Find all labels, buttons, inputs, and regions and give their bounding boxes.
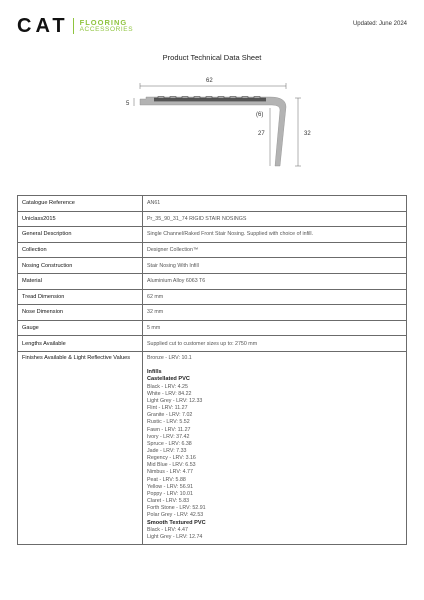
spec-value: 5 mm (143, 320, 407, 336)
finish-item: Yellow - LRV: 56.91 (147, 483, 194, 490)
finish-item: Forth Stone - LRV: 52.91 (147, 505, 206, 512)
finish-heading: Infills (147, 369, 162, 376)
finish-item: Mid Blue - LRV: 6.53 (147, 462, 196, 469)
page-title: Product Technical Data Sheet (162, 53, 262, 62)
finish-item: Fawn - LRV: 11.27 (147, 426, 191, 433)
spec-value: AN61 (143, 196, 407, 212)
finish-item: Light Grey - LRV: 12.74 (147, 533, 203, 540)
spec-key: Nosing Construction (18, 258, 143, 274)
finish-heading: Smooth Textured PVC (147, 519, 206, 526)
spec-key: Gauge (18, 320, 143, 336)
page-header (0, 0, 424, 48)
spec-value: Stair Nosing With Infill (143, 258, 407, 274)
spec-key: Catalogue Reference (18, 196, 143, 212)
logo-divider (73, 18, 74, 34)
spec-key: Lengths Available (18, 336, 143, 352)
dim-width-label: 62 (206, 78, 213, 84)
finish-item: Regency - LRV: 3.16 (147, 455, 196, 462)
finish-item: Light Grey - LRV: 12.33 (147, 397, 203, 404)
finish-heading: Castellated PVC (147, 376, 190, 383)
dim-radius-label: (6) (256, 112, 264, 118)
brand-logo (17, 16, 133, 36)
spec-row (18, 258, 407, 274)
spec-value: Aluminium Alloy 6063 T6 (143, 273, 407, 289)
logo-subtitle (80, 19, 134, 33)
spec-row (18, 336, 407, 352)
spec-row (18, 242, 407, 258)
finish-item: Claret - LRV: 5.83 (147, 498, 190, 505)
logo-sub-line-2: ACCESSORIES (79, 26, 134, 33)
logo-wordmark: CAT (17, 15, 69, 37)
spec-value: Supplied cut to customer sizes up to: 2750 mm (143, 336, 407, 352)
spec-value: Pr_35_90_31_74 RIGID STAIR NOSINGS (143, 211, 407, 227)
spec-key: Collection (18, 242, 143, 258)
spec-row (18, 289, 407, 305)
dim-thickness-label: 5 (126, 101, 130, 107)
spec-value: Single Channel/Raked Front Stair Nosing. Supplied with choice of infill. (143, 227, 407, 243)
dim-leg-outer-label: 32 (304, 131, 311, 137)
logo-sub-line-1: FLOORING (79, 18, 128, 27)
spec-key: Nose Dimension (18, 305, 143, 321)
outer-leg-dimension (295, 98, 311, 166)
spec-table (17, 195, 407, 545)
spec-value: 62 mm (143, 289, 407, 305)
finish-item: Black - LRV: 4.25 (147, 383, 188, 390)
spec-row (18, 196, 407, 212)
finish-item: Spruce - LRV: 6.38 (147, 440, 192, 447)
spec-key: Uniclass2015 (18, 211, 143, 227)
finish-item: Bronze - LRV: 10.1 (147, 354, 192, 361)
finish-item: Jade - LRV: 7.33 (147, 447, 187, 454)
finishes-list (143, 351, 407, 544)
finish-item: Ivory - LRV: 37.42 (147, 433, 190, 440)
finishes-row (18, 351, 407, 544)
thickness-dimension (126, 98, 134, 107)
dim-leg-inner-label: 27 (258, 131, 265, 137)
finish-item (147, 362, 402, 369)
finish-item: Peat - LRV: 5.88 (147, 476, 186, 483)
spec-row (18, 227, 407, 243)
spec-row (18, 305, 407, 321)
spec-row (18, 320, 407, 336)
spec-key: General Description (18, 227, 143, 243)
width-dimension (140, 78, 286, 89)
spec-value: Designer Collection™ (143, 242, 407, 258)
profile-diagram (120, 74, 310, 174)
spec-key: Tread Dimension (18, 289, 143, 305)
finish-item: Poppy - LRV: 10.01 (147, 490, 193, 497)
spec-row (18, 273, 407, 289)
finish-item: Rustic - LRV: 5.52 (147, 419, 190, 426)
finish-item: Black - LRV: 4.47 (147, 526, 188, 533)
finish-item: White - LRV: 84.22 (147, 390, 192, 397)
finish-item: Flint - LRV: 11.27 (147, 405, 188, 412)
spec-row (18, 211, 407, 227)
finish-item: Polar Grey - LRV: 42.53 (147, 512, 204, 519)
spec-key: Material (18, 273, 143, 289)
spec-value: 32 mm (143, 305, 407, 321)
updated-date: Updated: June 2024 (352, 21, 407, 27)
finishes-key: Finishes Available & Light Reflective Values (18, 351, 143, 544)
finish-item: Granite - LRV: 7.02 (147, 412, 193, 419)
finish-item: Nimbus - LRV: 4.77 (147, 469, 193, 476)
